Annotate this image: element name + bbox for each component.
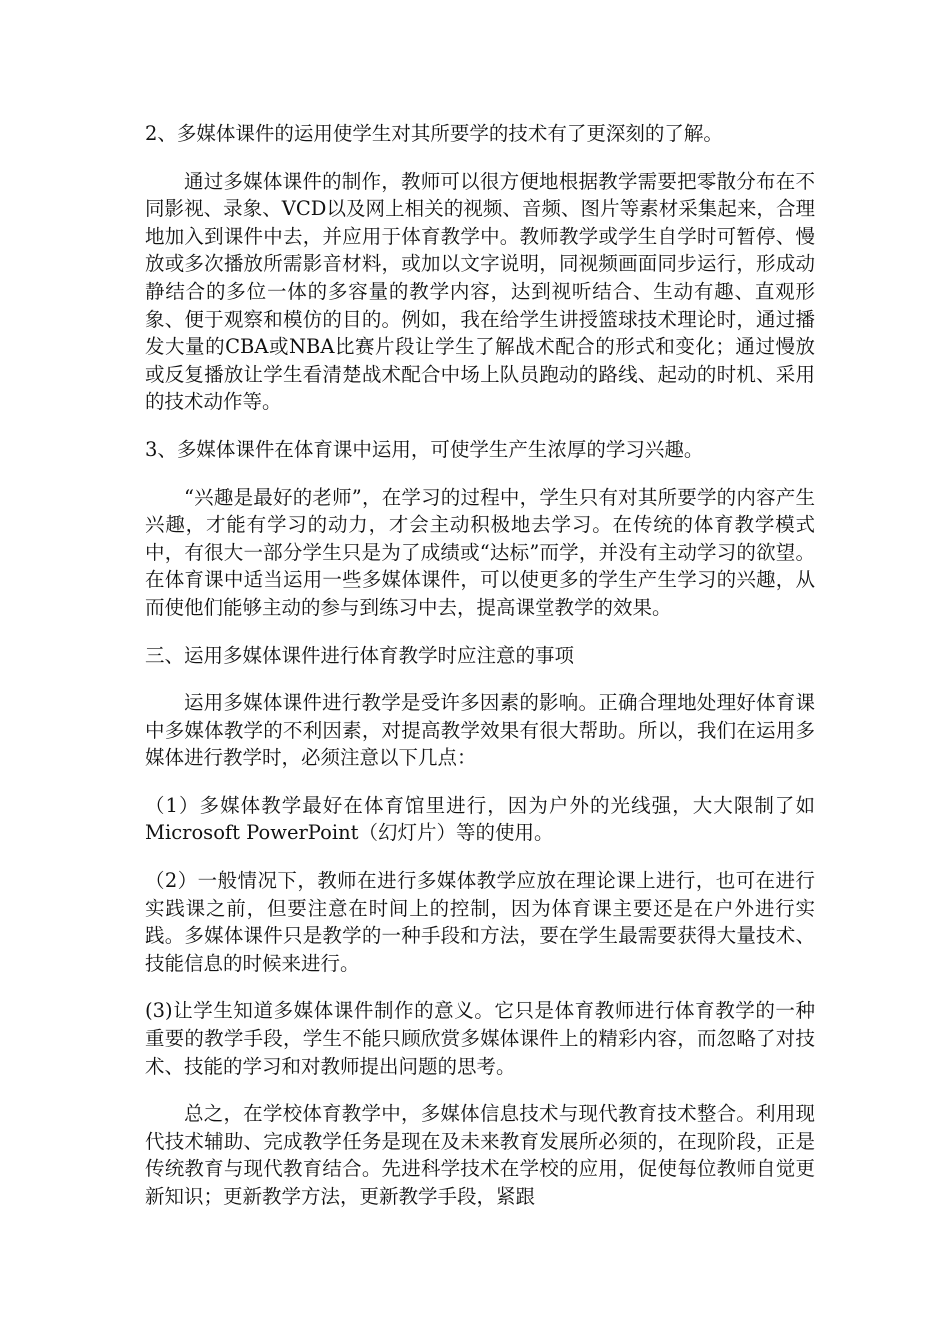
body-paragraph-multimedia-courseware: 通过多媒体课件的制作，教师可以很方便地根据教学需要把零散分布在不同影视、录象、VCD以及网上相关的视频、音频、图片等素材采集起来，合理地加入到课件中去，并应用于体育教学中。教师教学或学生自学时可暂停、慢放或多次播放所需影音材料，或加以文字说明，同视频画面同步运行，形成动静结合的多位一体的多容量的教学内容，达到视听结合、生动有趣、直观形象、便于观察和模仿的目的。例如，我在给学生讲授篮球技术理论时，通过播发大量的CBA或NBA比赛片段让学生了解战术配合的形式和变化；通过慢放或反复播放让学生看清楚战术配合中场上队员跑动的路线、起动的时机、采用的技术动作等。 [145,169,815,414]
document-page [145,120,815,1231]
body-paragraph-conclusion: 总之，在学校体育教学中，多媒体信息技术与现代教育技术整合。利用现代技术辅助、完成教学任务是现在及未来教育发展所必须的，在现阶段，正是传统教育与现代教育结合。先进科学技术在学校的应用，促使每位教师自觉更新知识；更新教学方法，更新教学手段，紧跟 [145,1102,815,1208]
list-item-1: （1）多媒体教学最好在体育馆里进行，因为户外的光线强，大大限制了如Microsoft PowerPoint（幻灯片）等的使用。 [145,793,815,845]
heading-point-3: 3、多媒体课件在体育课中运用，可使学生产生浓厚的学习兴趣。 [145,437,704,461]
list-item-2: （2）一般情况下，教师在进行多媒体教学应放在理论课上进行，也可在进行实践课之前，但要注意在时间上的控制，因为体育课主要还是在户外进行实践。多媒体课件只是教学的一种手段和方法，要在学生最需要获得大量技术、技能信息的时候来进行。 [145,869,815,975]
section-heading-3: 三、运用多媒体课件进行体育教学时应注意的事项 [145,643,575,667]
body-paragraph-interest: “兴趣是最好的老师”，在学习的过程中，学生只有对其所要学的内容产生兴趣，才能有学习的动力，才会主动积极地去学习。在传统的体育教学模式中，有很大一部分学生只是为了成绩或“达标”而学，并没有主动学习的欲望。在体育课中适当运用一些多媒体课件，可以使更多的学生产生学习的兴趣，从而使他们能够主动的参与到练习中去，提高课堂教学的效果。 [145,485,815,619]
heading-point-2: 2、多媒体课件的运用使学生对其所要学的技术有了更深刻的了解。 [145,122,723,145]
list-item-3: (3)让学生知道多媒体课件制作的意义。它只是体育教师进行体育教学的一种重要的教学手段，学生不能只顾欣赏多媒体课件上的精彩内容，而忽略了对技术、技能的学习和对教师提出问题的思考。 [145,999,815,1078]
body-paragraph-considerations: 运用多媒体课件进行教学是受许多因素的影响。正确合理地处理好体育课中多媒体教学的不利因素，对提高教学效果有很大帮助。所以，我们在运用多媒体进行教学时，必须注意以下几点： [145,691,815,770]
